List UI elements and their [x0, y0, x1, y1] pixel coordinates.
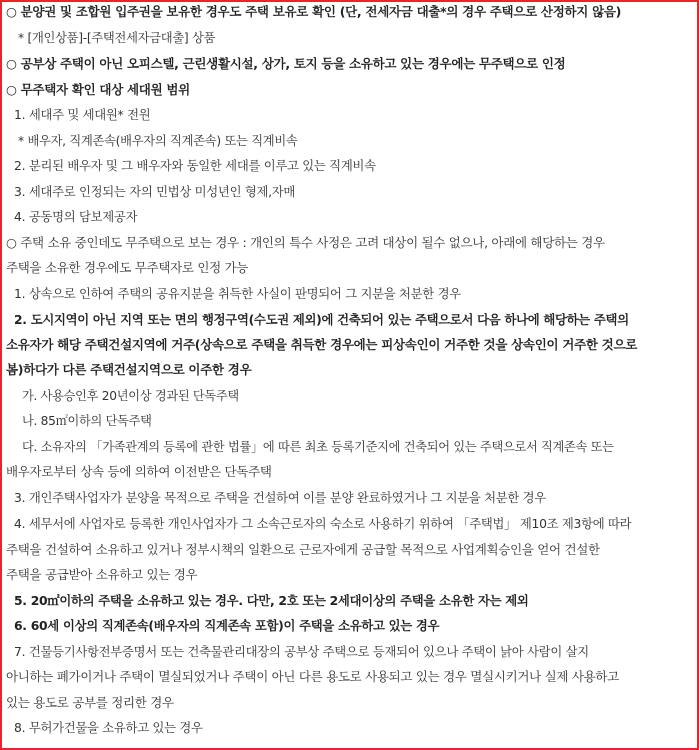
scope-note-1: * 배우자, 직계존속(배우자의 직계존속) 또는 직계비속	[18, 133, 298, 148]
scope-item-3: 3. 세대주로 인정되는 자의 민법상 미성년인 형제,자매	[14, 184, 296, 199]
note-jeonse-loan: * [개인상품]-[주택전세자금대출] 상품	[18, 30, 216, 45]
bullet-non-housing: ○ 공부상 주택이 아닌 오피스텔, 근린생활시설, 상가, 토지 등을 소유하고 있는 경우에는 무주택으로 인정	[6, 56, 566, 71]
bullet-exceptions-cont: 주택을 소유한 경우에도 무주택자로 인정 가능	[6, 260, 249, 275]
bullet-household-scope: ○ 무주택자 확인 대상 세대원 범위	[6, 82, 190, 97]
exception-7-cont-a: 아니하는 폐가이거나 주택이 멸실되었거나 주택이 아닌 다른 용도로 사용되고 있는 경우 멸실시키거나 실제 사용하고	[6, 669, 619, 684]
scope-item-2: 2. 분리된 배우자 및 그 배우자와 동일한 세대를 이루고 있는 직계비속	[14, 158, 376, 173]
exception-2-sub-c-cont: 배우자로부터 상속 등에 의하여 이전받은 단독주택	[6, 464, 272, 479]
exception-1: 1. 상속으로 인하여 주택의 공유지분을 취득한 사실이 판명되어 그 지분을 처분한 경우	[14, 286, 461, 301]
exception-7: 7. 건물등기사항전부증명서 또는 건축물관리대장의 공부상 주택으로 등재되어 있으나 주택이 낡아 사람이 살지	[14, 644, 589, 659]
exception-2-sub-b: 나. 85㎡이하의 단독주택	[22, 413, 152, 428]
scope-item-4: 4. 공동명의 담보제공자	[14, 209, 138, 224]
bullet-exceptions: ○ 주택 소유 중인데도 무주택으로 보는 경우 : 개인의 특수 사정은 고려 대상이 될수 없으나, 아래에 해당하는 경우	[6, 235, 605, 250]
exception-3: 3. 개인주택사업자가 분양을 목적으로 주택을 건설하여 이를 분양 완료하였거나 그 지분을 처분한 경우	[14, 490, 546, 505]
exception-4: 4. 세무서에 사업자로 등록한 개인사업자가 그 소속근로자의 숙소로 사용하기 위하여 「주택법」 제10조 제3항에 따라	[14, 516, 632, 531]
exception-2-cont-b: 봄)하다가 다른 주택건설지역으로 이주한 경우	[6, 362, 252, 377]
exception-6: 6. 60세 이상의 직계존속(배우자의 직계존속 포함)이 주택을 소유하고 있는 경우	[14, 618, 440, 633]
exception-4-cont-b: 주택을 공급받아 소유하고 있는 경우	[6, 567, 198, 582]
exception-5: 5. 20㎡이하의 주택을 소유하고 있는 경우. 다만, 2호 또는 2세대이상의 주택을 소유한 자는 제외	[14, 593, 529, 608]
exception-7-cont-b: 있는 용도로 공부를 정리한 경우	[6, 695, 174, 710]
exception-2-sub-c: 다. 소유자의 「가족관계의 등록에 관한 법률」에 따른 최초 등록기준지에 건축되어 있는 주택으로서 직계존속 또는	[22, 439, 614, 454]
exception-4-cont-a: 주택을 건설하여 소유하고 있거나 정부시책의 일환으로 근로자에게 공급할 목적으로 사업계획승인을 얻어 건설한	[6, 542, 600, 557]
scope-item-1: 1. 세대주 및 세대원* 전원	[14, 107, 151, 122]
exception-8: 8. 무허가건물을 소유하고 있는 경우	[14, 720, 203, 735]
bullet-presale-rights: ○ 분양권 및 조합원 입주권을 보유한 경우도 주택 보유로 확인 (단, 전세자금 대출*의 경우 주택으로 산정하지 않음)	[6, 4, 622, 19]
exception-2: 2. 도시지역이 아닌 지역 또는 면의 행정구역(수도권 제외)에 건축되어 있는 주택으로서 다음 하나에 해당하는 주택의	[14, 312, 629, 327]
exception-2-sub-a: 가. 사용승인후 20년이상 경과된 단독주택	[22, 388, 239, 403]
exception-2-cont-a: 소유자가 해당 주택건설지역에 거주(상속으로 주택을 취득한 경우에는 피상속인이 거주한 것을 상속인이 거주한 것으로	[6, 337, 638, 352]
